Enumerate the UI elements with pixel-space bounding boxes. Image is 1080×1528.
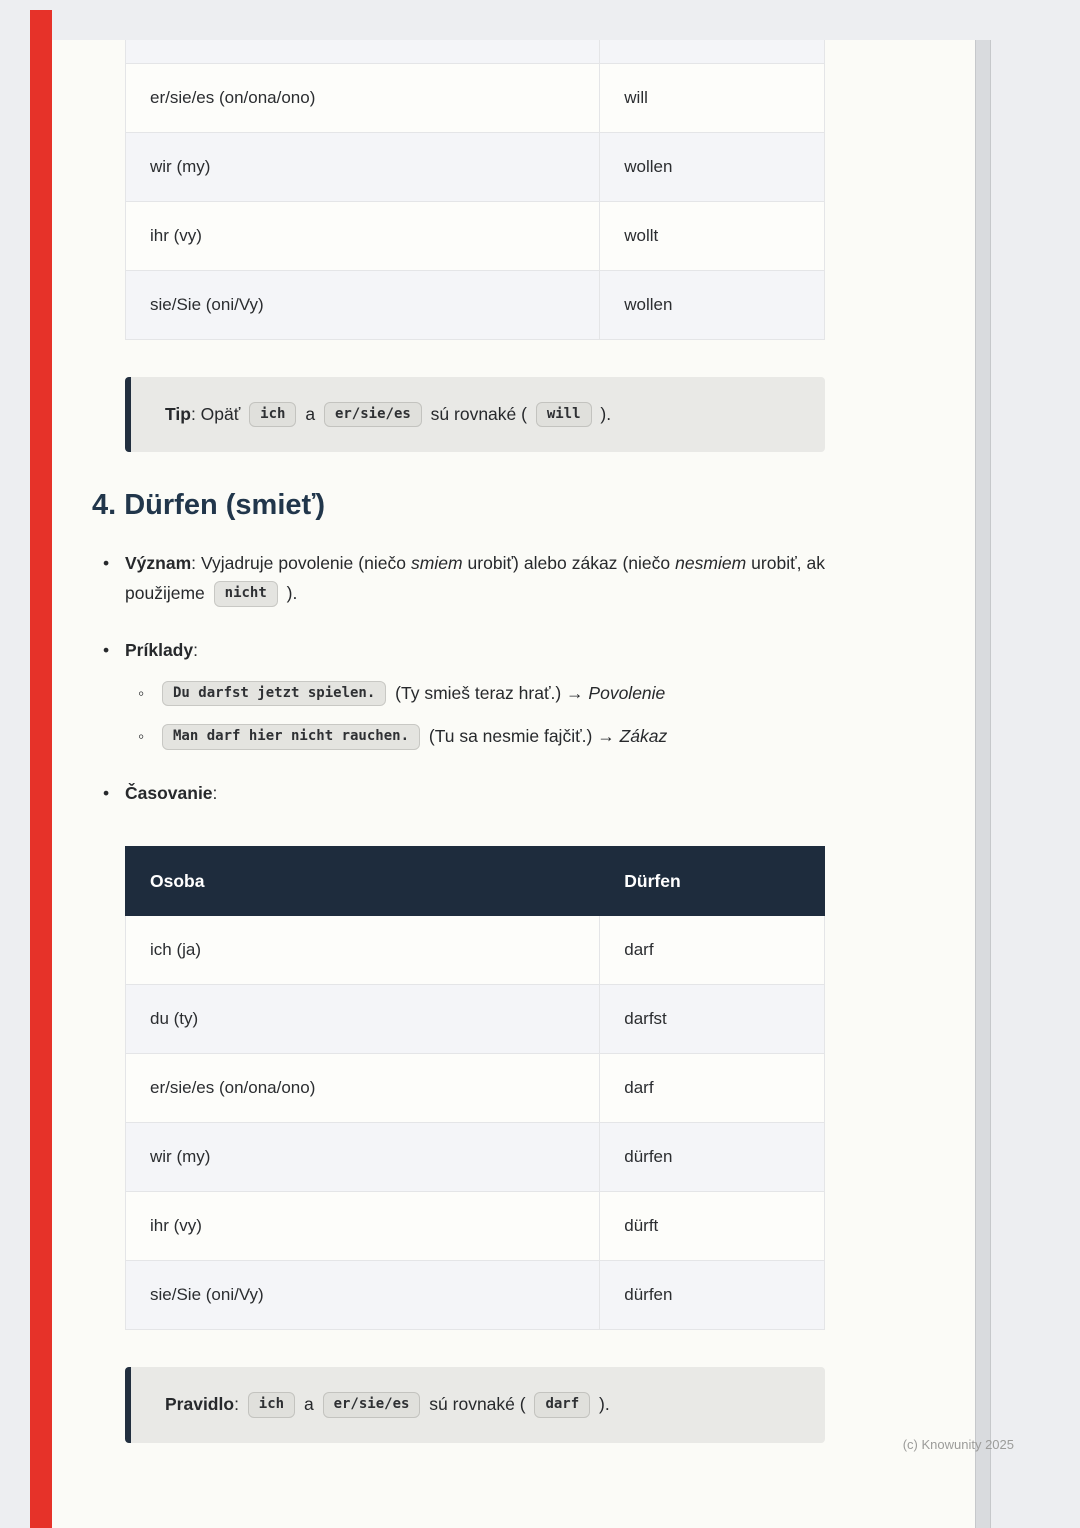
copyright-footer: (c) Knowunity 2025 — [902, 1437, 1014, 1452]
pravidlo-text: Pravidlo: ich a er/sie/es sú rovnaké ( darf ). — [165, 1392, 805, 1418]
form-cell: darfst — [600, 985, 825, 1054]
vyznam-item: • Význam: Vyjadruje povolenie (niečo smiem urobiť) alebo zákaz (niečo nesmiem urobiť, ak použijeme nicht ). — [125, 548, 825, 608]
table-row — [126, 270, 825, 339]
person-cell: sie/Sie (oni/Vy) — [126, 270, 600, 339]
document-page — [52, 40, 975, 1528]
inline-code-will: will — [536, 402, 592, 428]
person-cell: ihr (vy) — [126, 1192, 600, 1261]
table-row — [126, 1054, 825, 1123]
person-cell — [126, 40, 600, 63]
section-bullet-list — [125, 548, 825, 808]
wollen-conjugation-table — [125, 40, 825, 340]
tip-callout — [125, 377, 825, 453]
pravidlo-callout — [125, 1367, 825, 1443]
inline-code-darf: darf — [534, 1392, 590, 1418]
durfen-conjugation-table — [125, 846, 825, 1330]
table-row — [126, 201, 825, 270]
table-row — [126, 985, 825, 1054]
table-header-row — [126, 847, 825, 916]
table-row — [126, 1123, 825, 1192]
table-row — [126, 63, 825, 132]
form-cell: dürft — [600, 1192, 825, 1261]
inline-code-ich: ich — [249, 402, 296, 428]
table-row-partial — [126, 40, 825, 63]
person-cell: er/sie/es (on/ona/ono) — [126, 1054, 600, 1123]
page-accent-bar — [30, 10, 52, 1528]
form-cell: wollen — [600, 270, 825, 339]
form-cell: wollen — [600, 132, 825, 201]
example-item: ◦ Man darf hier nicht rauchen. (Tu sa nesmie fajčiť.) → Zákaz — [158, 722, 825, 752]
examples-list — [158, 679, 825, 753]
table-row — [126, 916, 825, 985]
priklady-label: Príklady — [125, 639, 194, 660]
vyznam-label: Význam — [125, 553, 192, 574]
form-cell: dürfen — [600, 1261, 825, 1330]
section-heading: 4. Dürfen (smieť) — [92, 489, 326, 521]
vertical-scrollbar[interactable] — [975, 40, 991, 1528]
header-osoba: Osoba — [126, 847, 600, 916]
person-cell: wir (my) — [126, 1123, 600, 1192]
priklady-item: • Príklady: ◦ Du darfst jetzt spielen. (Ty smieš teraz hrať.) → Povolenie ◦ Man darf hier nicht rauchen. (Tu sa nesmie fajčiť.) → Zákaz — [125, 635, 825, 753]
inline-code-example-1: Du darfst jetzt spielen. — [162, 681, 386, 707]
pravidlo-label: Pravidlo — [165, 1394, 235, 1415]
table-row — [126, 1261, 825, 1330]
person-cell: du (ty) — [126, 985, 600, 1054]
person-cell: sie/Sie (oni/Vy) — [126, 1261, 600, 1330]
form-cell: darf — [600, 1054, 825, 1123]
header-durfen: Dürfen — [600, 847, 825, 916]
form-cell: dürfen — [600, 1123, 825, 1192]
form-cell — [600, 40, 825, 63]
person-cell: ich (ja) — [126, 916, 600, 985]
inline-code-nicht: nicht — [214, 581, 278, 607]
inline-code-example-2: Man darf hier nicht rauchen. — [162, 724, 420, 750]
casovanie-label: Časovanie — [125, 783, 213, 804]
inline-code-ersiees: er/sie/es — [323, 1392, 421, 1418]
form-cell: darf — [600, 916, 825, 985]
inline-code-ersiees: er/sie/es — [324, 402, 422, 428]
person-cell: wir (my) — [126, 132, 600, 201]
tip-label: Tip — [165, 403, 191, 424]
person-cell: ihr (vy) — [126, 201, 600, 270]
example-item: ◦ Du darfst jetzt spielen. (Ty smieš teraz hrať.) → Povolenie — [158, 679, 825, 709]
table-row — [126, 132, 825, 201]
casovanie-item: • Časovanie: — [125, 778, 825, 808]
person-cell: er/sie/es (on/ona/ono) — [126, 63, 600, 132]
inline-code-ich: ich — [248, 1392, 295, 1418]
table-row — [126, 1192, 825, 1261]
form-cell: wollt — [600, 201, 825, 270]
form-cell: will — [600, 63, 825, 132]
page-content — [52, 40, 825, 1443]
tip-text: Tip: Opäť ich a er/sie/es sú rovnaké ( will ). — [165, 402, 805, 428]
